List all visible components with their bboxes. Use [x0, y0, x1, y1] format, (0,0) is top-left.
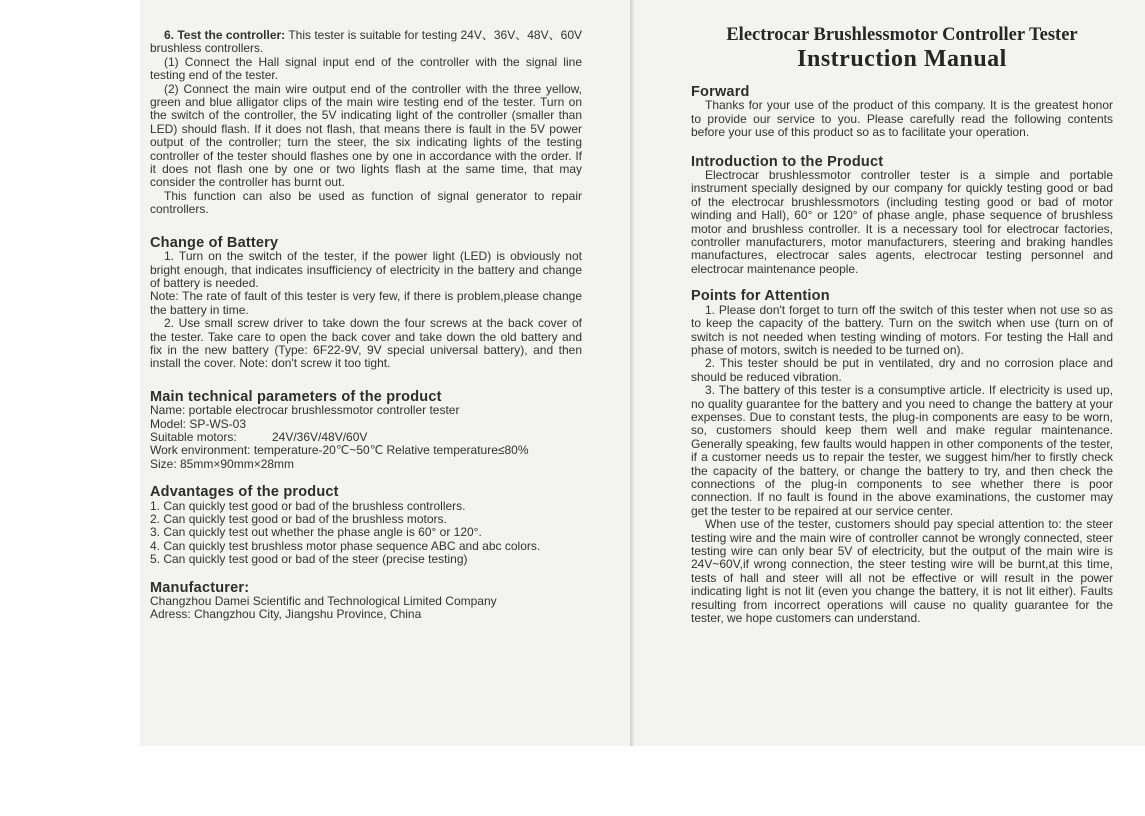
- change-battery-p2: 2. Use small screw driver to take down the four screws at the back cover of the tester. Take care to open the back cover and take down the old battery and fix in the new battery (Type: 6F22-9V, 9V special universal battery), and then install the cover. Note: don't screw it too tight.: [150, 316, 582, 371]
- test-controller-note: This function can also be used as function of signal generator to repair controllers.: [150, 188, 582, 217]
- right-page-content: [691, 0, 1113, 625]
- forward-heading: Forward: [691, 84, 750, 100]
- param-name: Name: portable electrocar brushlessmotor controller tester: [150, 403, 460, 418]
- advantage-item: 5. Can quickly test good or bad of the steer (precise testing): [150, 552, 468, 567]
- attention-p1: 1. Please don't forget to turn off the switch of this tester when not use so as to keep the capacity of the battery. Turn on the switch when use (turn on of switch is not needed when testing winding of motors. For testing the Hall and phase of motors, switch is needed to be turned on).: [691, 302, 1113, 357]
- manufacturer-address: Adress: Changzhou City, Jiangshu Province, China: [150, 607, 422, 622]
- param-model: Model: SP-WS-03: [150, 416, 247, 431]
- attention-p3: 3. The battery of this tester is a consumptive article. If electricity is used up, no quality guarantee for the battery and you need to change the battery at your expenses. Due to constant tests, the plug-in components are easy to be worn, so, customers should keep them well and make regular maintenance. Generally speaking, few faults would happen in other components of the tester, if a customer needs us to repair the tester, we suggest him/her to firstly check the capacity of the battery, or change the battery to try, and then check the connections of the plug-in components to see whether there is poor connection. If no fault is found in the above examinations, the customer may get the tester to be repaired at our service center.: [691, 383, 1113, 518]
- test-controller-intro: [150, 29, 582, 56]
- param-suitable-value: 24V/36V/48V/60V: [272, 429, 368, 444]
- advantage-item: 1. Can quickly test good or bad of the brushless controllers.: [150, 498, 466, 513]
- attention-heading: Points for Attention: [691, 288, 830, 305]
- change-battery-heading: Change of Battery: [150, 234, 279, 251]
- page-fold: [630, 0, 634, 746]
- introduction-heading: Introduction to the Product: [691, 153, 884, 170]
- manufacturer-heading: Manufacturer:: [150, 579, 250, 596]
- document-subtitle: Instruction Manual: [797, 46, 1007, 72]
- param-suitable-row: [150, 431, 582, 444]
- manufacturer-company: Changzhou Damei Scientific and Technological Limited Company: [150, 594, 497, 609]
- test-controller-step2: (2) Connect the main wire output end of the controller with the three yellow, green and blue alligator clips of the main wire testing end of the tester. Turn on the switch of the controller, the 5V indicating light of the controller (smaller than LED) should flash. If it does not flash, that means there is fault in the 5V power output of the controller; turn the steer, the six indicating lights of the testing controller of the tester should flashes one by one in accordance with the order. If it does not flash one by one or two lights flash at the same time, that may consider the controller has burnt out.: [150, 81, 582, 190]
- test-controller-intro-text: This tester is suitable for testing 24V、36V、48V、60V brushless controllers.: [150, 28, 582, 56]
- param-size: Size: 85mm×90mm×28mm: [150, 456, 295, 471]
- advantage-item: 3. Can quickly test out whether the phase angle is 60° or 120°.: [150, 525, 482, 540]
- advantages-heading: Advantages of the product: [150, 484, 339, 501]
- left-page-content: [150, 0, 582, 622]
- parameters-heading: Main technical parameters of the product: [150, 388, 442, 405]
- advantages-list: [150, 500, 582, 567]
- attention-p4: When use of the tester, customers should pay special attention to: the steer testing wire and the main wire of controller cannot be wrongly connected, steer testing wire can only bear 5V of electricity, but the output of the main wire is 24V~60V,if wrong connection, the steer testing wire will be burnt,at this time, tests of hall and steer will all not be effective or will result in the power indicating light is not lit (even you change the battery, it is not lit either). Faults resulting from incorrect operations will cause no quality guarantee for the tester, we hope customers can understand.: [691, 517, 1113, 626]
- document-title: Electrocar Brushlessmotor Controller Tester: [726, 25, 1078, 45]
- param-environment: Work environment: temperature-20℃~50℃ Relative temperature≤80%: [150, 443, 529, 458]
- introduction-text: Electrocar brushlessmotor controller tester is a simple and portable instrument specially designed by our company for quickly testing good or bad of the electrocar brushlessmotors (including testing good or bad of motor winding and Hall), 60° or 120° of phase angle, phase sequence of brushless motor and brushless controller. It is a necessary tool for electrocar factories, controller manufacturers, motor manufacturers, steering and braking handles manufactures, electrocar sales agents, electrocar testing personnel and electrocar maintenance people.: [691, 168, 1113, 276]
- test-controller-step1: (1) Connect the Hall signal input end of the controller with the signal line testing end of the tester.: [150, 54, 582, 83]
- change-battery-note: Note: The rate of fault of this tester is very few, if there is problem,please change the battery in time.: [150, 289, 582, 317]
- advantage-item: 2. Can quickly test good or bad of the brushless motors.: [150, 512, 447, 526]
- forward-text: Thanks for your use of the product of this company. It is the greatest honor to provide our service to you. Please carefully read the following contents before your use of this product so as to facilitate your operation.: [691, 98, 1113, 140]
- change-battery-p1: 1. Turn on the switch of the tester, if the power light (LED) is obviously not bright enough, that indicates insufficiency of electricity in the battery and change of battery is needed.: [150, 249, 582, 290]
- test-controller-heading: 6. Test the controller:: [164, 28, 286, 42]
- advantage-item: 4. Can quickly test brushless motor phase sequence ABC and abc colors.: [150, 538, 541, 553]
- attention-p2: 2. This tester should be put in ventilated, dry and no corrosion place and should be reduced vibration.: [691, 356, 1113, 384]
- param-suitable-label: Suitable motors:: [150, 429, 237, 444]
